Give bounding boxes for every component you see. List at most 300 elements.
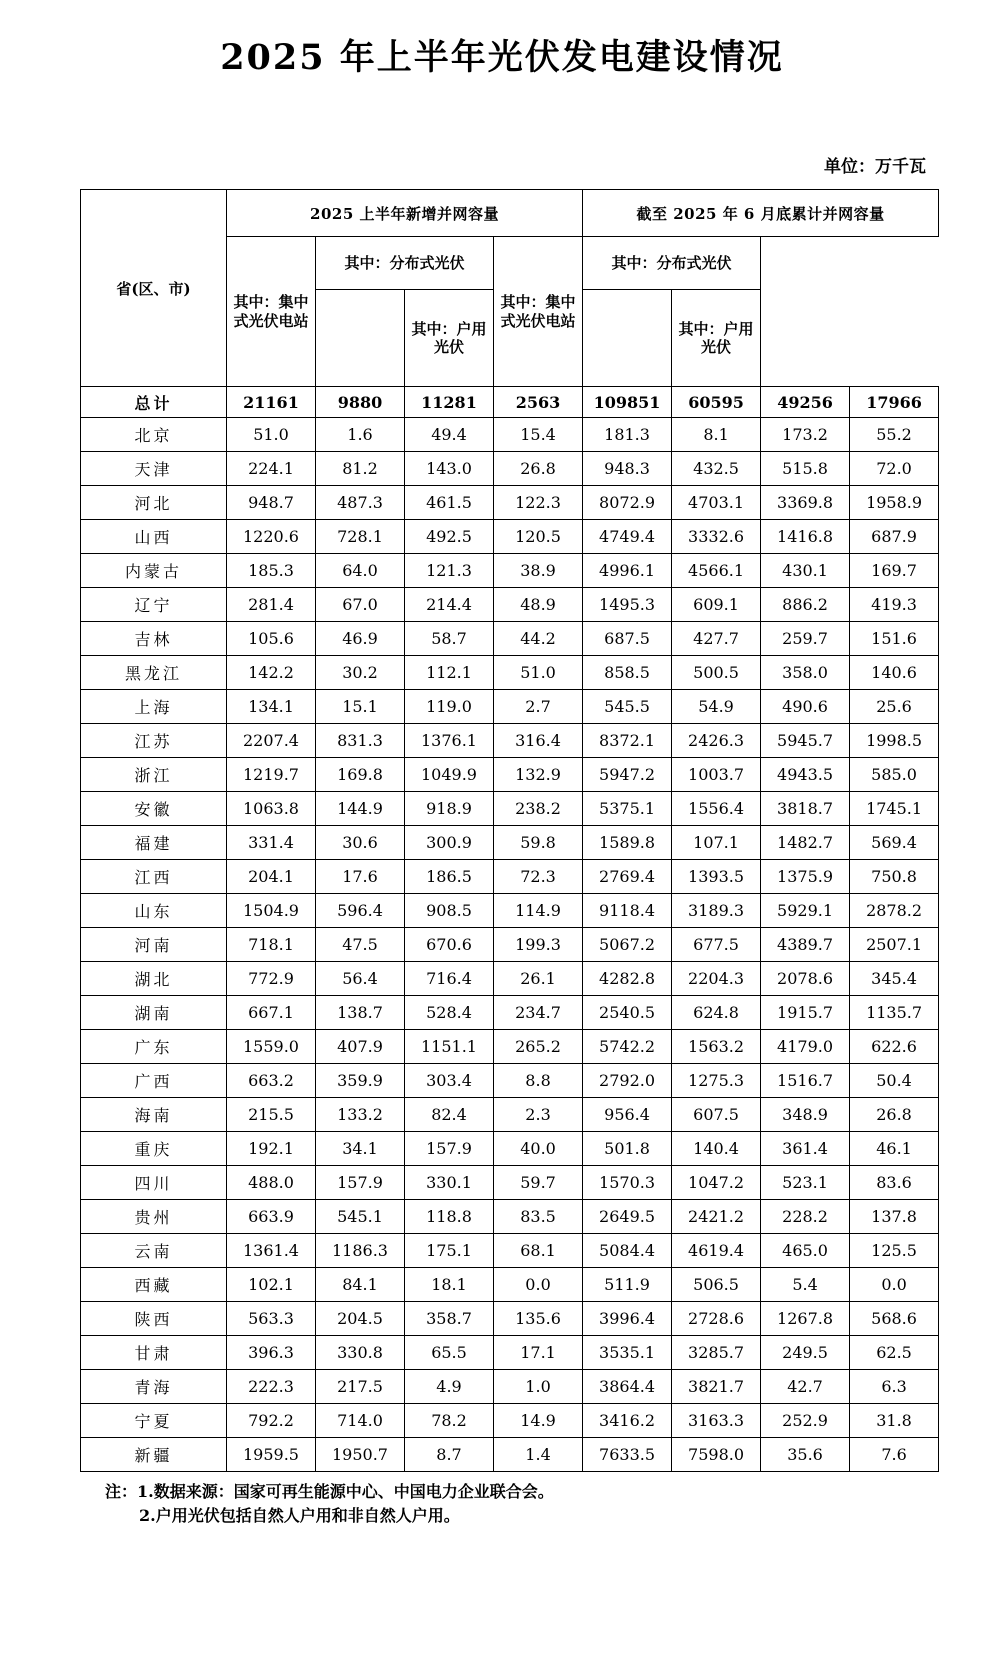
- cell-11-6: 3818.7: [761, 792, 850, 826]
- table-row: [81, 520, 939, 554]
- cell-30-5: 7598.0: [672, 1438, 761, 1472]
- cell-25-2: 18.1: [405, 1268, 494, 1302]
- cell-7-1: 30.2: [316, 656, 405, 690]
- cell-30-4: 7633.5: [583, 1438, 672, 1472]
- table-row: [81, 1234, 939, 1268]
- table-row: [81, 690, 939, 724]
- table-row: [81, 1438, 939, 1472]
- cell-7-7: 140.6: [850, 656, 939, 690]
- cell-5-2: 214.4: [405, 588, 494, 622]
- table-row: [81, 1336, 939, 1370]
- cell-total-0: 21161: [227, 387, 316, 418]
- cell-26-4: 3996.4: [583, 1302, 672, 1336]
- cell-13-6: 1375.9: [761, 860, 850, 894]
- cell-17-0: 667.1: [227, 996, 316, 1030]
- cell-18-2: 1151.1: [405, 1030, 494, 1064]
- header-cum-distributed: 其中：分布式光伏: [583, 237, 761, 290]
- table-row: [81, 486, 939, 520]
- cell-10-2: 1049.9: [405, 758, 494, 792]
- table-row: [81, 1302, 939, 1336]
- cell-22-6: 523.1: [761, 1166, 850, 1200]
- cell-11-2: 918.9: [405, 792, 494, 826]
- cell-20-0: 215.5: [227, 1098, 316, 1132]
- cell-8-1: 15.1: [316, 690, 405, 724]
- cell-7-6: 358.0: [761, 656, 850, 690]
- cell-16-0: 772.9: [227, 962, 316, 996]
- cell-4-6: 430.1: [761, 554, 850, 588]
- cell-9-5: 2426.3: [672, 724, 761, 758]
- cell-23-3: 83.5: [494, 1200, 583, 1234]
- cell-1-2: 143.0: [405, 452, 494, 486]
- cell-30-0: 1959.5: [227, 1438, 316, 1472]
- cell-3-7: 687.9: [850, 520, 939, 554]
- cell-15-5: 677.5: [672, 928, 761, 962]
- cell-1-5: 432.5: [672, 452, 761, 486]
- row-label: 海南: [81, 1098, 227, 1132]
- cell-4-2: 121.3: [405, 554, 494, 588]
- table-row: [81, 1132, 939, 1166]
- cell-28-6: 42.7: [761, 1370, 850, 1404]
- cell-20-7: 26.8: [850, 1098, 939, 1132]
- row-label: 辽宁: [81, 588, 227, 622]
- cell-20-3: 2.3: [494, 1098, 583, 1132]
- cell-8-4: 545.5: [583, 690, 672, 724]
- cell-12-7: 569.4: [850, 826, 939, 860]
- cell-27-0: 396.3: [227, 1336, 316, 1370]
- cell-16-3: 26.1: [494, 962, 583, 996]
- cell-23-0: 663.9: [227, 1200, 316, 1234]
- cell-26-6: 1267.8: [761, 1302, 850, 1336]
- cell-0-7: 55.2: [850, 418, 939, 452]
- table-row: [81, 962, 939, 996]
- cell-27-7: 62.5: [850, 1336, 939, 1370]
- table-notes: [67, 1480, 937, 1528]
- cell-6-1: 46.9: [316, 622, 405, 656]
- cell-21-7: 46.1: [850, 1132, 939, 1166]
- cell-25-3: 0.0: [494, 1268, 583, 1302]
- cell-13-2: 186.5: [405, 860, 494, 894]
- table-row: [81, 622, 939, 656]
- cell-12-5: 107.1: [672, 826, 761, 860]
- row-label: 北京: [81, 418, 227, 452]
- table-row: [81, 1064, 939, 1098]
- cell-28-7: 6.3: [850, 1370, 939, 1404]
- table-row: [81, 1268, 939, 1302]
- table-row: [81, 418, 939, 452]
- cell-1-1: 81.2: [316, 452, 405, 486]
- cell-27-4: 3535.1: [583, 1336, 672, 1370]
- cell-19-0: 663.2: [227, 1064, 316, 1098]
- cell-2-1: 487.3: [316, 486, 405, 520]
- cell-25-7: 0.0: [850, 1268, 939, 1302]
- cell-18-7: 622.6: [850, 1030, 939, 1064]
- cell-21-1: 34.1: [316, 1132, 405, 1166]
- table-row: [81, 894, 939, 928]
- cell-11-5: 1556.4: [672, 792, 761, 826]
- row-label: 四川: [81, 1166, 227, 1200]
- cell-7-0: 142.2: [227, 656, 316, 690]
- cell-5-6: 886.2: [761, 588, 850, 622]
- cell-17-6: 1915.7: [761, 996, 850, 1030]
- cell-14-3: 114.9: [494, 894, 583, 928]
- cell-6-4: 687.5: [583, 622, 672, 656]
- row-label: 贵州: [81, 1200, 227, 1234]
- cell-15-1: 47.5: [316, 928, 405, 962]
- cell-13-4: 2769.4: [583, 860, 672, 894]
- cell-16-5: 2204.3: [672, 962, 761, 996]
- cell-21-0: 192.1: [227, 1132, 316, 1166]
- cell-26-5: 2728.6: [672, 1302, 761, 1336]
- cell-13-3: 72.3: [494, 860, 583, 894]
- cell-9-3: 316.4: [494, 724, 583, 758]
- page-title: 2025 年上半年光伏发电建设情况: [220, 37, 784, 78]
- cell-26-3: 135.6: [494, 1302, 583, 1336]
- cell-4-0: 185.3: [227, 554, 316, 588]
- header-group-new: 2025 上半年新增并网容量: [227, 190, 583, 237]
- cell-11-0: 1063.8: [227, 792, 316, 826]
- table-row: [81, 1404, 939, 1438]
- cell-10-5: 1003.7: [672, 758, 761, 792]
- cell-28-3: 1.0: [494, 1370, 583, 1404]
- cell-6-6: 259.7: [761, 622, 850, 656]
- cell-5-0: 281.4: [227, 588, 316, 622]
- cell-0-1: 1.6: [316, 418, 405, 452]
- table-row: [81, 826, 939, 860]
- cell-28-1: 217.5: [316, 1370, 405, 1404]
- cell-22-2: 330.1: [405, 1166, 494, 1200]
- cell-21-6: 361.4: [761, 1132, 850, 1166]
- cell-8-5: 54.9: [672, 690, 761, 724]
- cell-19-1: 359.9: [316, 1064, 405, 1098]
- cell-7-4: 858.5: [583, 656, 672, 690]
- cell-18-1: 407.9: [316, 1030, 405, 1064]
- cell-23-5: 2421.2: [672, 1200, 761, 1234]
- row-label: 湖南: [81, 996, 227, 1030]
- row-label: 新疆: [81, 1438, 227, 1472]
- table-row: [81, 758, 939, 792]
- cell-20-4: 956.4: [583, 1098, 672, 1132]
- cell-14-7: 2878.2: [850, 894, 939, 928]
- cell-4-1: 64.0: [316, 554, 405, 588]
- cell-19-6: 1516.7: [761, 1064, 850, 1098]
- cell-19-4: 2792.0: [583, 1064, 672, 1098]
- cell-7-5: 500.5: [672, 656, 761, 690]
- cell-9-2: 1376.1: [405, 724, 494, 758]
- row-label: 上海: [81, 690, 227, 724]
- cell-17-1: 138.7: [316, 996, 405, 1030]
- cell-1-0: 224.1: [227, 452, 316, 486]
- header-new-distributed: 其中：分布式光伏: [316, 237, 494, 290]
- cell-6-0: 105.6: [227, 622, 316, 656]
- cell-16-7: 345.4: [850, 962, 939, 996]
- cell-9-0: 2207.4: [227, 724, 316, 758]
- cell-25-0: 102.1: [227, 1268, 316, 1302]
- cell-13-5: 1393.5: [672, 860, 761, 894]
- cell-22-5: 1047.2: [672, 1166, 761, 1200]
- cell-14-6: 5929.1: [761, 894, 850, 928]
- cell-15-2: 670.6: [405, 928, 494, 962]
- row-label: 陕西: [81, 1302, 227, 1336]
- cell-29-1: 714.0: [316, 1404, 405, 1438]
- cell-22-4: 1570.3: [583, 1166, 672, 1200]
- row-label: 广西: [81, 1064, 227, 1098]
- cell-12-0: 331.4: [227, 826, 316, 860]
- table-row: [81, 656, 939, 690]
- cell-total-2: 11281: [405, 387, 494, 418]
- cell-9-7: 1998.5: [850, 724, 939, 758]
- row-label: 浙江: [81, 758, 227, 792]
- cell-29-7: 31.8: [850, 1404, 939, 1438]
- cell-10-7: 585.0: [850, 758, 939, 792]
- cell-4-3: 38.9: [494, 554, 583, 588]
- cell-22-0: 488.0: [227, 1166, 316, 1200]
- cell-18-6: 4179.0: [761, 1030, 850, 1064]
- cell-16-2: 716.4: [405, 962, 494, 996]
- cell-23-1: 545.1: [316, 1200, 405, 1234]
- note-2: 2.户用光伏包括自然人户用和非自然人户用。: [139, 1506, 460, 1525]
- cell-24-3: 68.1: [494, 1234, 583, 1268]
- cell-total-7: 17966: [850, 387, 939, 418]
- cell-6-3: 44.2: [494, 622, 583, 656]
- cell-25-4: 511.9: [583, 1268, 672, 1302]
- cell-total-3: 2563: [494, 387, 583, 418]
- cell-14-5: 3189.3: [672, 894, 761, 928]
- header-cum-household: 其中：户用光伏: [672, 290, 761, 387]
- cell-3-1: 728.1: [316, 520, 405, 554]
- cell-30-6: 35.6: [761, 1438, 850, 1472]
- cell-total-4: 109851: [583, 387, 672, 418]
- table-row: [81, 928, 939, 962]
- cell-24-6: 465.0: [761, 1234, 850, 1268]
- cell-21-2: 157.9: [405, 1132, 494, 1166]
- cell-8-2: 119.0: [405, 690, 494, 724]
- cell-5-7: 419.3: [850, 588, 939, 622]
- cell-9-6: 5945.7: [761, 724, 850, 758]
- row-label: 广东: [81, 1030, 227, 1064]
- cell-15-0: 718.1: [227, 928, 316, 962]
- cell-16-6: 2078.6: [761, 962, 850, 996]
- cell-3-2: 492.5: [405, 520, 494, 554]
- cell-1-4: 948.3: [583, 452, 672, 486]
- cell-12-3: 59.8: [494, 826, 583, 860]
- cell-22-7: 83.6: [850, 1166, 939, 1200]
- cell-28-2: 4.9: [405, 1370, 494, 1404]
- row-label: 天津: [81, 452, 227, 486]
- cell-0-6: 173.2: [761, 418, 850, 452]
- cell-6-2: 58.7: [405, 622, 494, 656]
- cell-15-6: 4389.7: [761, 928, 850, 962]
- row-label: 河北: [81, 486, 227, 520]
- cell-24-4: 5084.4: [583, 1234, 672, 1268]
- cell-20-6: 348.9: [761, 1098, 850, 1132]
- cell-20-1: 133.2: [316, 1098, 405, 1132]
- cell-24-0: 1361.4: [227, 1234, 316, 1268]
- cell-4-4: 4996.1: [583, 554, 672, 588]
- pv-capacity-table-wrapper: [80, 189, 924, 1472]
- row-label: 云南: [81, 1234, 227, 1268]
- cell-16-4: 4282.8: [583, 962, 672, 996]
- cell-2-5: 4703.1: [672, 486, 761, 520]
- cell-2-3: 122.3: [494, 486, 583, 520]
- cell-total-6: 49256: [761, 387, 850, 418]
- cell-20-2: 82.4: [405, 1098, 494, 1132]
- cell-11-1: 144.9: [316, 792, 405, 826]
- cell-15-7: 2507.1: [850, 928, 939, 962]
- cell-14-0: 1504.9: [227, 894, 316, 928]
- cell-0-3: 15.4: [494, 418, 583, 452]
- table-row: [81, 996, 939, 1030]
- cell-29-2: 78.2: [405, 1404, 494, 1438]
- cell-0-5: 8.1: [672, 418, 761, 452]
- row-label: 湖北: [81, 962, 227, 996]
- cell-6-5: 427.7: [672, 622, 761, 656]
- row-label: 青海: [81, 1370, 227, 1404]
- table-row: [81, 1370, 939, 1404]
- row-label: 山东: [81, 894, 227, 928]
- cell-10-4: 5947.2: [583, 758, 672, 792]
- cell-24-7: 125.5: [850, 1234, 939, 1268]
- cell-23-7: 137.8: [850, 1200, 939, 1234]
- cell-5-5: 609.1: [672, 588, 761, 622]
- cell-8-0: 134.1: [227, 690, 316, 724]
- cell-5-3: 48.9: [494, 588, 583, 622]
- cell-18-4: 5742.2: [583, 1030, 672, 1064]
- table-row: [81, 554, 939, 588]
- cell-11-3: 238.2: [494, 792, 583, 826]
- cell-10-6: 4943.5: [761, 758, 850, 792]
- cell-11-4: 5375.1: [583, 792, 672, 826]
- cell-13-0: 204.1: [227, 860, 316, 894]
- row-label: 宁夏: [81, 1404, 227, 1438]
- cell-3-5: 3332.6: [672, 520, 761, 554]
- cell-18-0: 1559.0: [227, 1030, 316, 1064]
- cell-27-2: 65.5: [405, 1336, 494, 1370]
- cell-29-5: 3163.3: [672, 1404, 761, 1438]
- cell-23-6: 228.2: [761, 1200, 850, 1234]
- cell-5-4: 1495.3: [583, 588, 672, 622]
- cell-10-1: 169.8: [316, 758, 405, 792]
- cell-4-5: 4566.1: [672, 554, 761, 588]
- table-row: [81, 860, 939, 894]
- note-1: 注：1.数据来源：国家可再生能源中心、中国电力企业联合会。: [105, 1482, 554, 1501]
- row-label: 江西: [81, 860, 227, 894]
- header-group-cumulative: 截至 2025 年 6 月底累计并网容量: [583, 190, 939, 237]
- table-row-total: [81, 387, 939, 418]
- cell-0-2: 49.4: [405, 418, 494, 452]
- cell-29-4: 3416.2: [583, 1404, 672, 1438]
- cell-17-4: 2540.5: [583, 996, 672, 1030]
- cell-9-4: 8372.1: [583, 724, 672, 758]
- cell-8-6: 490.6: [761, 690, 850, 724]
- cell-2-6: 3369.8: [761, 486, 850, 520]
- cell-14-1: 596.4: [316, 894, 405, 928]
- cell-27-1: 330.8: [316, 1336, 405, 1370]
- cell-21-5: 140.4: [672, 1132, 761, 1166]
- row-label: 甘肃: [81, 1336, 227, 1370]
- cell-10-0: 1219.7: [227, 758, 316, 792]
- row-label: 江苏: [81, 724, 227, 758]
- cell-19-2: 303.4: [405, 1064, 494, 1098]
- cell-14-2: 908.5: [405, 894, 494, 928]
- cell-7-3: 51.0: [494, 656, 583, 690]
- cell-30-1: 1950.7: [316, 1438, 405, 1472]
- cell-3-3: 120.5: [494, 520, 583, 554]
- cell-13-1: 17.6: [316, 860, 405, 894]
- cell-1-6: 515.8: [761, 452, 850, 486]
- cell-30-2: 8.7: [405, 1438, 494, 1472]
- cell-10-3: 132.9: [494, 758, 583, 792]
- table-row: [81, 724, 939, 758]
- header-new-household: 其中：户用光伏: [405, 290, 494, 387]
- cell-8-3: 2.7: [494, 690, 583, 724]
- header-province: 省(区、市): [81, 190, 227, 387]
- cell-19-3: 8.8: [494, 1064, 583, 1098]
- cell-17-3: 234.7: [494, 996, 583, 1030]
- row-label: 山西: [81, 520, 227, 554]
- cell-6-7: 151.6: [850, 622, 939, 656]
- cell-0-4: 181.3: [583, 418, 672, 452]
- cell-29-0: 792.2: [227, 1404, 316, 1438]
- cell-24-5: 4619.4: [672, 1234, 761, 1268]
- cell-28-5: 3821.7: [672, 1370, 761, 1404]
- cell-24-2: 175.1: [405, 1234, 494, 1268]
- cell-12-4: 1589.8: [583, 826, 672, 860]
- cell-16-1: 56.4: [316, 962, 405, 996]
- cell-30-3: 1.4: [494, 1438, 583, 1472]
- cell-0-0: 51.0: [227, 418, 316, 452]
- cell-18-3: 265.2: [494, 1030, 583, 1064]
- cell-25-1: 84.1: [316, 1268, 405, 1302]
- header-new-centralized: 其中：集中式光伏电站: [227, 237, 316, 387]
- table-row: [81, 1166, 939, 1200]
- row-label: 黑龙江: [81, 656, 227, 690]
- cell-8-7: 25.6: [850, 690, 939, 724]
- row-label: 内蒙古: [81, 554, 227, 588]
- cell-22-3: 59.7: [494, 1166, 583, 1200]
- row-label: 吉林: [81, 622, 227, 656]
- cell-2-7: 1958.9: [850, 486, 939, 520]
- cell-26-2: 358.7: [405, 1302, 494, 1336]
- cell-11-7: 1745.1: [850, 792, 939, 826]
- cell-17-5: 624.8: [672, 996, 761, 1030]
- cell-2-4: 8072.9: [583, 486, 672, 520]
- cell-3-6: 1416.8: [761, 520, 850, 554]
- header-cum-centralized: 其中：集中式光伏电站: [494, 237, 583, 387]
- row-label: 总计: [81, 387, 227, 418]
- cell-12-6: 1482.7: [761, 826, 850, 860]
- table-row: [81, 1030, 939, 1064]
- cell-26-1: 204.5: [316, 1302, 405, 1336]
- cell-27-6: 249.5: [761, 1336, 850, 1370]
- table-row: [81, 1098, 939, 1132]
- cell-21-3: 40.0: [494, 1132, 583, 1166]
- cell-7-2: 112.1: [405, 656, 494, 690]
- cell-20-5: 607.5: [672, 1098, 761, 1132]
- cell-22-1: 157.9: [316, 1166, 405, 1200]
- cell-2-2: 461.5: [405, 486, 494, 520]
- cell-1-3: 26.8: [494, 452, 583, 486]
- cell-19-5: 1275.3: [672, 1064, 761, 1098]
- row-label: 重庆: [81, 1132, 227, 1166]
- row-label: 河南: [81, 928, 227, 962]
- cell-total-5: 60595: [672, 387, 761, 418]
- cell-26-7: 568.6: [850, 1302, 939, 1336]
- cell-3-4: 4749.4: [583, 520, 672, 554]
- pv-capacity-table: [80, 189, 939, 1472]
- cell-29-3: 14.9: [494, 1404, 583, 1438]
- cell-15-3: 199.3: [494, 928, 583, 962]
- row-label: 西藏: [81, 1268, 227, 1302]
